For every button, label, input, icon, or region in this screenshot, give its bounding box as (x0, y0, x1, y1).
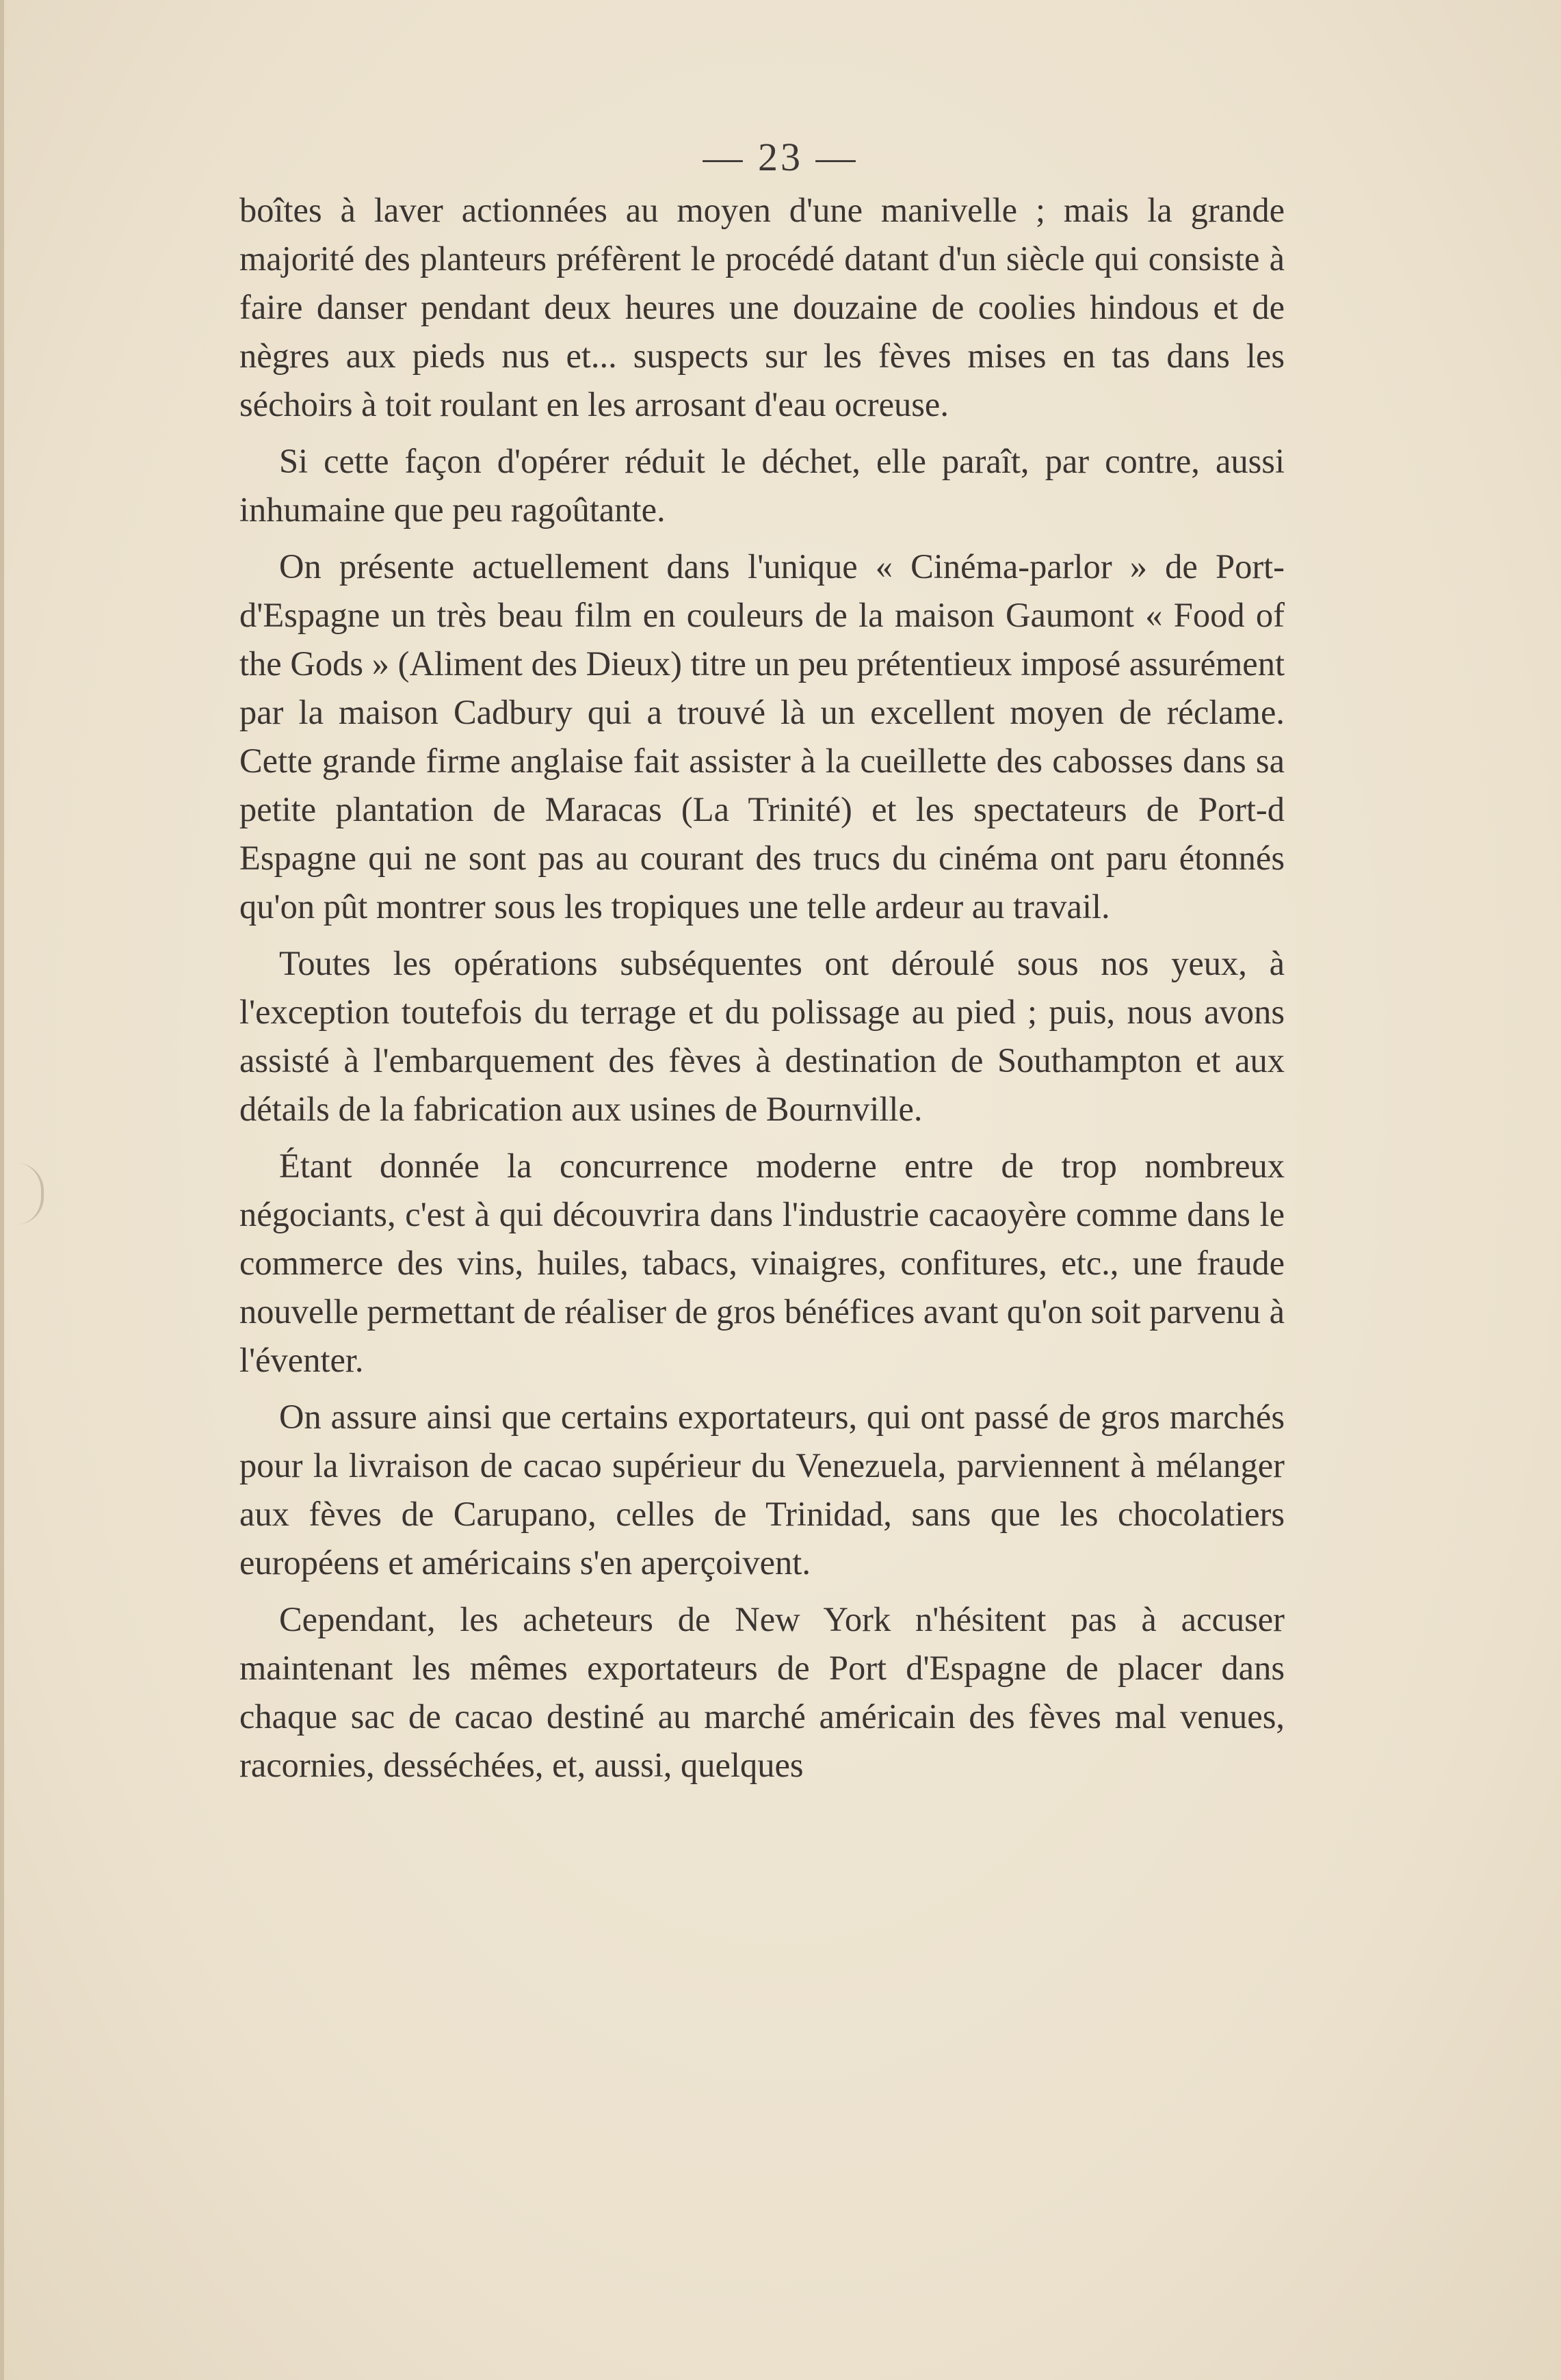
binding-mark (0, 1163, 44, 1225)
paragraph-3: On présente actuellement dans l'unique « Cinéma-parlor » de Port-d'Espagne un très beau film en couleurs de la maison Gaumont « Food of the Gods » (Aliment des Dieux) titre un peu prétentieux imposé assurément par la maison Cadbury qui a trouvé là un excellent moyen de réclame. Cette grande firme anglaise fait assister à la cueillette des cabosses dans sa petite plantation de Maracas (La Trinité) et les spectateurs de Port-d Espagne qui ne sont pas au courant des trucs du cinéma ont paru étonnés qu'on pût montrer sous les tropiques une telle ardeur au travail. (239, 547, 1285, 926)
paragraph-4: Toutes les opérations subséquentes ont déroulé sous nos yeux, à l'exception toutefois du terrage et du polissage au pied ; puis, nous avons assisté à l'embarquement des fèves à destination de Southampton et aux détails de la fabrication aux usines de Bournville. (239, 944, 1285, 1128)
paragraph-1: boîtes à laver actionnées au moyen d'une manivelle ; mais la grande majorité des planteurs préfèrent le procédé datant d'un siècle qui consiste à faire danser pendant deux heures une douzaine de coolies hindous et de nègres aux pieds nus et... suspects sur les fèves mises en tas dans les séchoirs à toit roulant en les arrosant d'eau ocreuse. (239, 191, 1285, 423)
paragraph-5: Étant donnée la concurrence moderne entre de trop nombreux négociants, c'est à qui découvrira dans l'industrie cacaoyère comme dans le commerce des vins, huiles, tabacs, vinaigres, confitures, etc., une fraude nouvelle permettant de réaliser de gros bénéfices avant qu'on soit parvenu à l'éventer. (239, 1147, 1285, 1379)
paragraph-7: Cependant, les acheteurs de New York n'hésitent pas à accuser maintenant les mêmes exportateurs de Port d'Espagne de placer dans chaque sac de cacao destiné au marché américain des fèves mal venues, racornies, desséchées, et, aussi, quelques (239, 1600, 1285, 1784)
paragraph-2: Si cette façon d'opérer réduit le déchet, elle paraît, par contre, aussi inhumaine que peu ragoûtante. (239, 442, 1285, 529)
page-number: — 23 — (703, 135, 858, 179)
paragraph-6: On assure ainsi que certains exportateurs, qui ont passé de gros marchés pour la livraison de cacao supérieur du Venezuela, parviennent à mélanger aux fèves de Carupano, celles de Trinidad, sans que les chocolatiers européens et américains s'en aperçoivent. (239, 1398, 1285, 1582)
body-text (239, 186, 1285, 1798)
